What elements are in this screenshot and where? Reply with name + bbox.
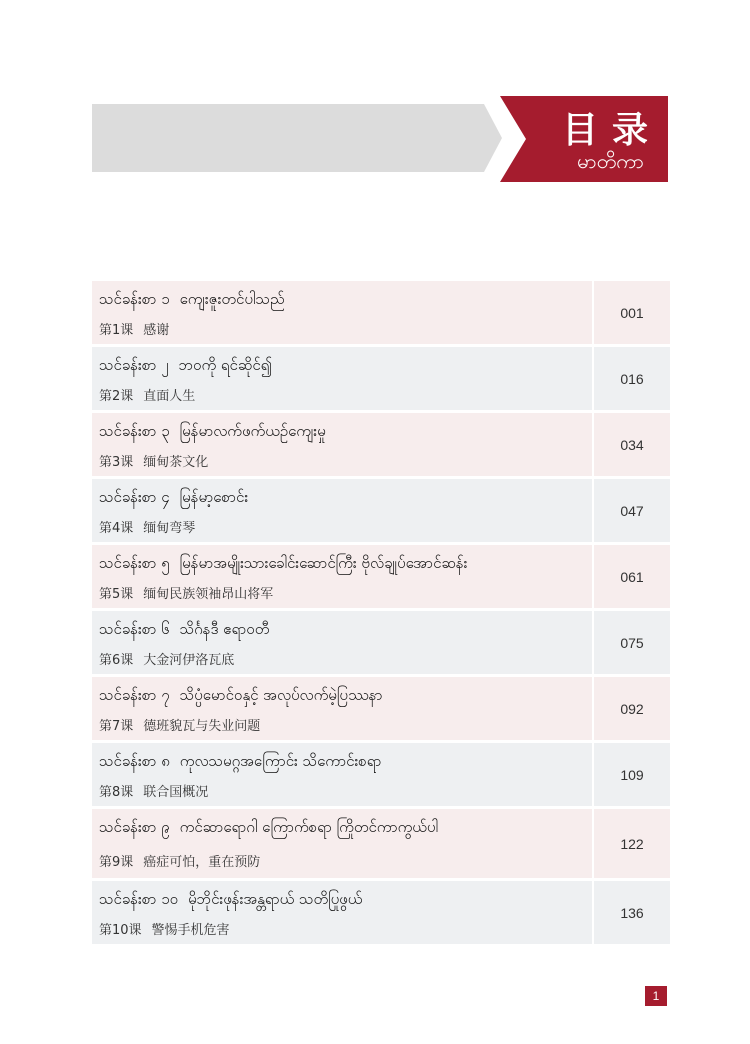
toc-row[interactable] (92, 611, 670, 674)
lesson-title-my (99, 488, 248, 510)
lesson-number-my: သင်ခန်းစာ ၁၀ (99, 890, 179, 908)
page-number: 061 (594, 545, 670, 608)
lesson-cell (92, 743, 594, 806)
lesson-cell (92, 611, 594, 674)
lesson-name-zh: 大金河伊洛瓦底 (143, 653, 235, 668)
lesson-name-zh: 缅甸茶文化 (143, 455, 209, 470)
lesson-number-my: သင်ခန်းစာ ၄ (99, 488, 170, 506)
lesson-name-zh: 联合国概况 (143, 785, 209, 800)
lesson-name-my: မြန်မာ့စောင်း (179, 488, 249, 506)
lesson-name-zh: 缅甸弯琴 (143, 521, 196, 536)
lesson-title-zh (99, 715, 260, 734)
page-number: 001 (594, 281, 670, 344)
lesson-name-my: မိုဘိုင်းဖုန်းအန္တရာယ် သတိပြုဖွယ် (188, 890, 363, 908)
header-banner (92, 104, 502, 172)
lesson-title-my (99, 554, 467, 576)
lesson-number-my: သင်ခန်းစာ ၂ (99, 356, 169, 374)
lesson-title-zh (99, 385, 195, 404)
lesson-name-my: မြန်မာလက်ဖက်ယဉ်ကျေးမှု (179, 422, 326, 440)
lesson-number-zh: 第1课 (99, 323, 134, 338)
toc-row[interactable] (92, 281, 670, 344)
lesson-name-zh: 警惕手机危害 (151, 923, 230, 938)
lesson-number-my: သင်ခန်းစာ ၇ (99, 686, 170, 704)
page-subtitle: မာတိကာ (577, 149, 644, 173)
lesson-name-my: ကင်ဆာရောဂါ ကြောက်စရာ ကြိုတင်ကာကွယ်ပါ (179, 818, 438, 836)
lesson-name-my: ကျေးဇူးတင်ပါသည် (179, 290, 285, 308)
lesson-cell (92, 413, 594, 476)
lesson-number-zh: 第4课 (99, 521, 134, 536)
lesson-name-my: မြန်မာအမျိုးသားခေါင်းဆောင်ကြီး ဗိုလ်ချုပ်အောင်ဆန်း (179, 554, 468, 572)
lesson-number-zh: 第2课 (99, 389, 134, 404)
page-number: 075 (594, 611, 670, 674)
page-number-badge: 1 (645, 986, 667, 1006)
toc-row[interactable] (92, 479, 670, 542)
lesson-number-zh: 第5课 (99, 587, 134, 602)
lesson-cell (92, 881, 594, 944)
lesson-title-zh (99, 649, 234, 668)
lesson-cell (92, 545, 594, 608)
lesson-name-zh: 直面人生 (143, 389, 196, 404)
lesson-title-zh (99, 583, 273, 602)
lesson-title-my (99, 422, 326, 444)
lesson-title-my (99, 620, 269, 642)
lesson-number-my: သင်ခန်းစာ ၆ (99, 620, 170, 638)
lesson-title-my (99, 290, 284, 312)
toc-row[interactable] (92, 347, 670, 410)
lesson-name-my: ဘဝကို ရင်ဆိုင်၍ (178, 356, 272, 374)
toc-row[interactable] (92, 413, 670, 476)
lesson-name-my: သိပ္ပံမောင်ဝနှင့် အလုပ်လက်မဲ့ပြဿနာ (179, 686, 383, 704)
page-number: 047 (594, 479, 670, 542)
lesson-title-zh (99, 451, 208, 470)
lesson-number-zh: 第10课 (99, 923, 142, 938)
lesson-title-my (99, 356, 272, 378)
lesson-cell (92, 677, 594, 740)
page-number: 034 (594, 413, 670, 476)
lesson-title-my (99, 752, 381, 774)
toc-row[interactable] (92, 881, 670, 944)
lesson-number-zh: 第7课 (99, 719, 134, 734)
page-number: 016 (594, 347, 670, 410)
lesson-number-my: သင်ခန်းစာ ၈ (99, 752, 170, 770)
lesson-title-zh (99, 781, 208, 800)
lesson-name-my: သိင်္ဂနဒီ ဧရာဝတီ (179, 620, 270, 638)
page-number: 122 (594, 809, 670, 878)
lesson-title-zh (99, 919, 230, 938)
lesson-cell (92, 479, 594, 542)
lesson-name-my: ကုလသမဂ္ဂအကြောင်း သိကောင်းစရာ (179, 752, 382, 770)
lesson-number-my: သင်ခန်းစာ ၁ (99, 290, 170, 308)
lesson-name-zh: 癌症可怕，重在预防 (143, 855, 261, 870)
page-title: 目录 (561, 110, 662, 151)
toc-row[interactable] (92, 809, 670, 878)
lesson-number-zh: 第9课 (99, 855, 134, 870)
lesson-name-zh: 缅甸民族领袖昂山将军 (143, 587, 274, 602)
lesson-number-zh: 第6课 (99, 653, 134, 668)
page-number: 109 (594, 743, 670, 806)
lesson-title-my (99, 686, 383, 708)
table-of-contents (92, 281, 670, 947)
lesson-title-zh (99, 517, 195, 536)
lesson-name-zh: 德班貌瓦与失业问题 (143, 719, 261, 734)
toc-row[interactable] (92, 677, 670, 740)
title-block (500, 96, 670, 182)
toc-row[interactable] (92, 545, 670, 608)
lesson-number-my: သင်ခန်းစာ ၉ (99, 818, 170, 836)
lesson-number-my: သင်ခန်းစာ ၅ (99, 554, 170, 572)
lesson-number-zh: 第8课 (99, 785, 134, 800)
lesson-title-zh (99, 851, 260, 870)
lesson-number-my: သင်ခန်းစာ ၃ (99, 422, 170, 440)
lesson-title-zh (99, 319, 169, 338)
lesson-number-zh: 第3课 (99, 455, 134, 470)
lesson-title-my (99, 890, 362, 912)
toc-row[interactable] (92, 743, 670, 806)
lesson-cell (92, 281, 594, 344)
lesson-cell (92, 347, 594, 410)
page-number: 136 (594, 881, 670, 944)
page-number: 092 (594, 677, 670, 740)
lesson-title-my (99, 818, 438, 840)
lesson-name-zh: 感谢 (143, 323, 170, 338)
lesson-cell (92, 809, 594, 878)
